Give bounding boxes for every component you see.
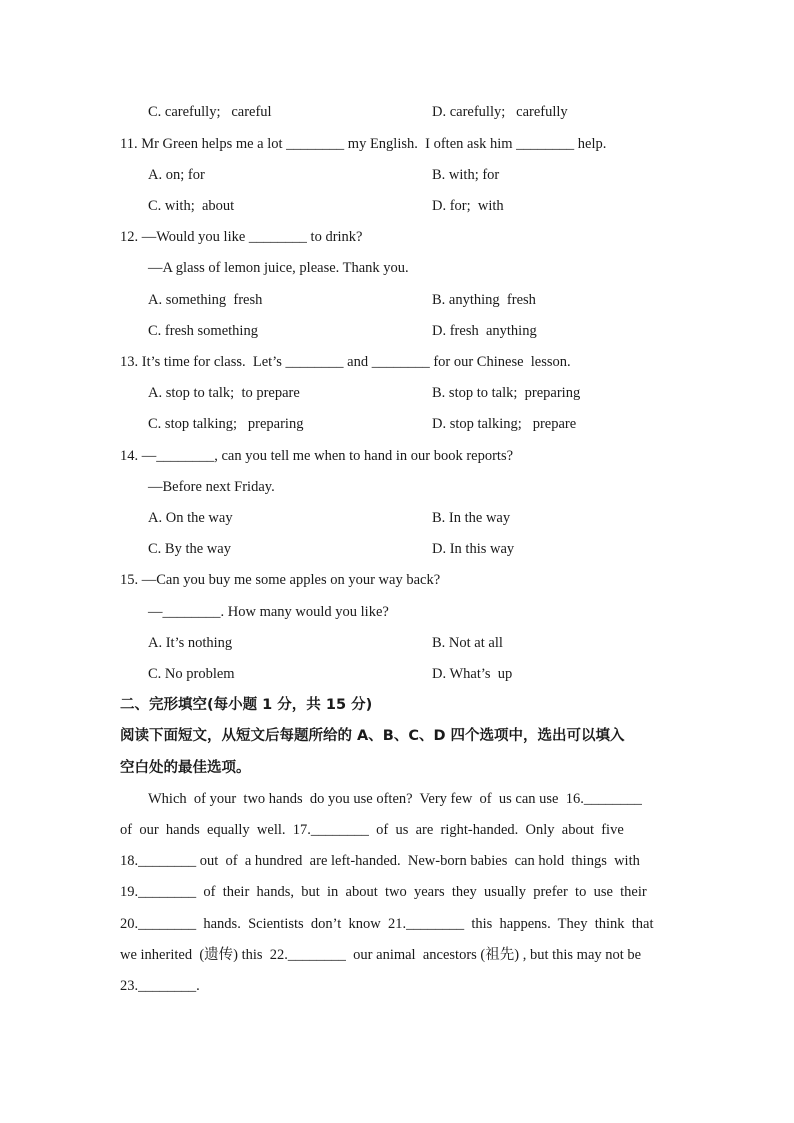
q13-option-a: A. stop to talk; to prepare <box>148 385 300 401</box>
q11-option-d: D. for; with <box>432 198 504 214</box>
q12-option-c: C. fresh something <box>148 323 258 339</box>
q12-option-d: D. fresh anything <box>432 323 537 339</box>
q12-option-b: B. anything fresh <box>432 292 536 308</box>
passage-line-3: 18.________ out of a hundred are left-handed. New-born babies can hold things with <box>120 853 640 869</box>
q11-stem: 11. Mr Green helps me a lot ________ my English. I often ask him ________ help. <box>120 136 607 152</box>
q12-stem: 12. —Would you like ________ to drink? <box>120 229 363 245</box>
q15-option-d: D. What’s up <box>432 666 513 682</box>
passage-line-1: Which of your two hands do you use often? Very few of us can use 16.________ <box>148 791 642 807</box>
q10-option-d: D. carefully; carefully <box>432 104 568 120</box>
section2-instruction-line2: 空白处的最佳选项。 <box>120 760 251 776</box>
passage-line-2: of our hands equally well. 17.________ of us are right-handed. Only about five <box>120 822 624 838</box>
q11-option-b: B. with; for <box>432 167 500 183</box>
q15-stem: 15. —Can you buy me some apples on your way back? <box>120 572 441 588</box>
q14-option-a: A. On the way <box>148 510 233 526</box>
q15-option-c: C. No problem <box>148 666 235 682</box>
q11-option-a: A. on; for <box>148 167 205 183</box>
q14-option-d: D. In this way <box>432 541 515 557</box>
q15-option-b: B. Not at all <box>432 635 503 651</box>
q13-stem: 13. It’s time for class. Let’s ________ and ________ for our Chinese lesson. <box>120 354 571 370</box>
passage-line-7: 23.________. <box>120 978 200 994</box>
q12-option-a: A. something fresh <box>148 292 263 308</box>
section2-heading: 二、完形填空(每小题 1 分，共 15 分) <box>120 697 373 713</box>
q14-option-b: B. In the way <box>432 510 511 526</box>
q14-stem: 14. —________, can you tell me when to hand in our book reports? <box>120 448 514 464</box>
passage-line-6: we inherited (遗传) this 22.________ our animal ancestors (祖先) , but this may not be <box>120 947 642 963</box>
passage-line-4: 19.________ of their hands, but in about two years they usually prefer to use their <box>120 884 647 900</box>
q13-option-c: C. stop talking; preparing <box>148 416 304 432</box>
q10-option-c: C. carefully; careful <box>148 104 272 120</box>
q15-reply: —________. How many would you like? <box>148 604 389 620</box>
q14-option-c: C. By the way <box>148 541 231 557</box>
q14-reply: —Before next Friday. <box>148 479 275 495</box>
q11-option-c: C. with; about <box>148 198 235 214</box>
q15-option-a: A. It’s nothing <box>148 635 233 651</box>
q13-option-b: B. stop to talk; preparing <box>432 385 581 401</box>
section2-instruction-line1: 阅读下面短文，从短文后每题所给的 A、B、C、D 四个选项中，选出可以填入 <box>120 728 625 744</box>
q12-reply: —A glass of lemon juice, please. Thank you. <box>148 260 409 276</box>
q13-option-d: D. stop talking; prepare <box>432 416 577 432</box>
passage-line-5: 20.________ hands. Scientists don’t know 21.________ this happens. They think that <box>120 916 654 932</box>
